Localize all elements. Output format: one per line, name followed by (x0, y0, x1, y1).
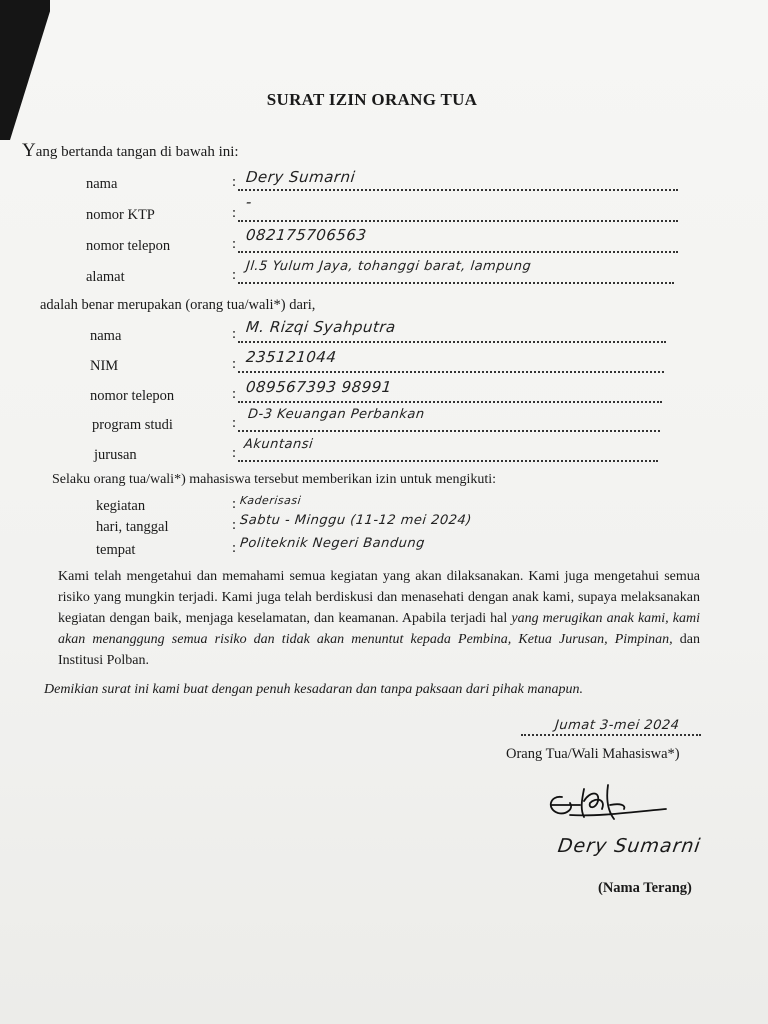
field-dotted-line (238, 401, 662, 403)
student-name-value: M. Rizqi Syahputra (245, 318, 397, 336)
letter-title: SURAT IZIN ORANG TUA (266, 90, 478, 109)
field-label: kegiatan (96, 498, 146, 514)
signature-image (540, 775, 670, 835)
field-label: nomor telepon (90, 388, 175, 404)
date-line (521, 720, 701, 742)
parent-name-row (86, 168, 686, 194)
intro-line (22, 140, 239, 162)
date-dotted-line (521, 734, 701, 736)
parent-address-row (86, 259, 686, 287)
field-colon: : (232, 236, 237, 252)
intro-text: ang bertanda tangan di bawah ini: (35, 144, 239, 160)
activity-place-row (96, 538, 596, 560)
field-label: NIM (90, 358, 119, 374)
student-nim-row (90, 348, 690, 376)
field-dotted-line (238, 460, 658, 462)
closing-statement: Demikian surat ini kami buat dengan penuh kesadaran dan tanpa paksaan dari pihak manapun. (44, 682, 583, 697)
body-paragraph (58, 566, 700, 671)
student-program-row (92, 407, 692, 435)
field-colon: : (232, 415, 237, 431)
parent-address-value: Jl.5 Yulum Jaya, tohanggi barat, lampung (245, 259, 532, 274)
activity-date-value: Sabtu - Minggu (11-12 mei 2024) (239, 513, 473, 528)
field-colon: : (232, 174, 237, 190)
field-label: nomor telepon (86, 238, 171, 254)
signer-role: Orang Tua/Wali Mahasiswa*) (506, 746, 680, 762)
field-label: nama (90, 328, 122, 344)
student-phone-row (90, 378, 690, 406)
parent-ktp-row (86, 193, 686, 225)
field-dotted-line (238, 341, 666, 343)
field-label: program studi (92, 417, 173, 433)
field-colon: : (232, 356, 237, 372)
parent-phone-value: 082175706563 (245, 226, 368, 244)
field-dotted-line (238, 220, 678, 222)
field-colon: : (232, 205, 237, 221)
parent-ktp-value: - (245, 193, 253, 211)
field-colon: : (232, 517, 237, 533)
intro-first-letter: Y (22, 140, 36, 161)
body-text: Kami telah mengetahui dan memahami semua kegiatan yang akan dilaksanakan. Kami juga mengetahui semua risiko yang mungkin terjadi. Kami juga telah berdiskusi dan menasehati dengan anak kami, supaya melaksanakan kegiatan dengan baik, menjaga keselamatan, dan keamanan. Apabila terjadi hal (58, 569, 700, 626)
field-colon: : (232, 540, 237, 556)
student-program-value: D-3 Keuangan Perbankan (247, 407, 426, 422)
field-dotted-line (238, 251, 678, 253)
parent-phone-row (86, 226, 686, 256)
field-label: hari, tanggal (96, 519, 169, 535)
body-text-italic: yang merugikan anak kami, kami akan menanggung semua risiko dan tidak akan menuntut kepada Pembina, Ketua Jurusan, Pimpinan, (58, 611, 700, 647)
student-department-value: Akuntansi (243, 437, 314, 452)
field-dotted-line (238, 189, 678, 191)
field-label: nama (86, 176, 118, 192)
field-label: alamat (86, 269, 125, 285)
field-dotted-line (238, 430, 660, 432)
field-label: tempat (96, 542, 136, 558)
page-corner-shadow (0, 0, 50, 140)
field-colon: : (232, 496, 237, 512)
letter-date: Jumat 3-mei 2024 (554, 718, 681, 733)
printed-name-label: (Nama Terang) (598, 880, 692, 896)
activity-name-value: Kaderisasi (239, 494, 302, 507)
student-name-row (90, 318, 690, 346)
field-label: jurusan (94, 447, 137, 463)
field-colon: : (232, 326, 237, 342)
field-colon: : (232, 386, 237, 402)
activity-date-row (96, 515, 596, 537)
student-department-row (94, 437, 694, 465)
student-nim-value: 235121044 (245, 348, 338, 366)
activity-place-value: Politeknik Negeri Bandung (239, 536, 426, 551)
field-label: nomor KTP (86, 207, 155, 223)
permission-intro: Selaku orang tua/wali*) mahasiswa tersebut memberikan izin untuk mengikuti: (52, 472, 497, 487)
student-intro: adalah benar merupakan (orang tua/wali*) dari, (40, 297, 316, 313)
signature-name: Dery Sumarni (556, 835, 703, 857)
student-phone-value: 089567393 98991 (245, 378, 393, 396)
body-text-tail: dan Institusi Polban. (58, 632, 700, 668)
parent-name-value: Dery Sumarni (245, 168, 357, 186)
field-colon: : (232, 445, 237, 461)
field-dotted-line (238, 371, 664, 373)
field-colon: : (232, 267, 237, 283)
field-dotted-line (238, 282, 674, 284)
